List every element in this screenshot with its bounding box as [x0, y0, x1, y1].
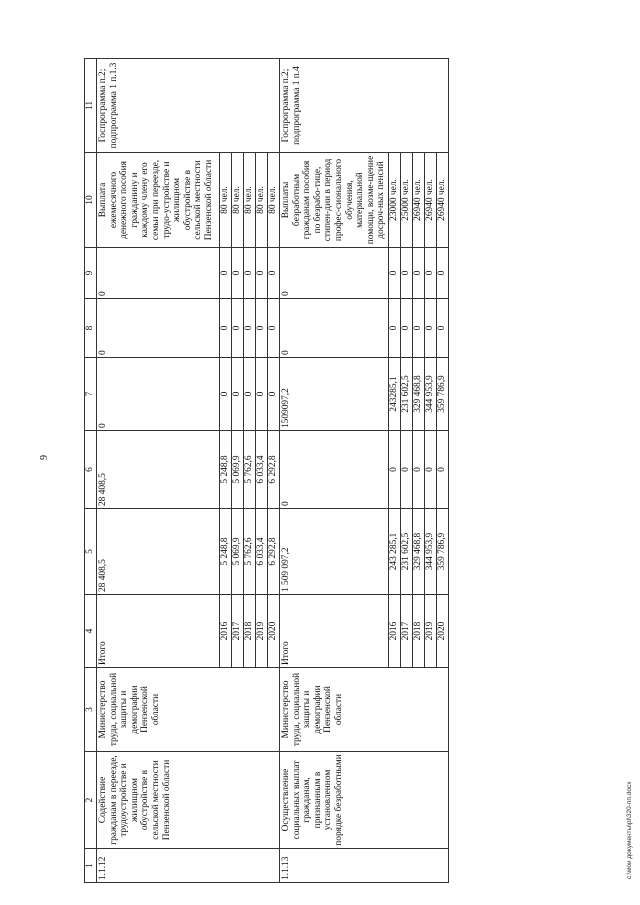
event-total-row — [97, 59, 220, 883]
year-col8: 0 — [244, 299, 256, 358]
year-col5: 5 248,8 — [220, 509, 232, 595]
event-number: 1.1.12 — [97, 849, 280, 883]
year-cell: 2019 — [424, 595, 436, 668]
year-col5: 344 953,9 — [424, 509, 436, 595]
total-col8: 0 — [280, 299, 389, 358]
year-col5: 6 033,4 — [256, 509, 268, 595]
year-cell: 2019 — [256, 595, 268, 668]
year-col9: 0 — [424, 248, 436, 299]
indicator-text: Выплата ежемесячного денежного пособия гражданину и каждому члену его семьи при переезде, трудо-устройстве и жилищном обустройстве в сельской местности Пензенской области — [97, 153, 220, 248]
total-col6: 28 408,5 — [97, 431, 220, 509]
header-cell-9: 9 — [85, 248, 97, 299]
year-col6: 0 — [424, 431, 436, 509]
header-cell-8: 8 — [85, 299, 97, 358]
year-col5: 359 786,9 — [436, 509, 448, 595]
year-col8: 0 — [232, 299, 244, 358]
year-col9: 0 — [220, 248, 232, 299]
total-label: Итого — [280, 595, 389, 668]
year-col7: 0 — [268, 358, 280, 431]
file-path-footer: c:\мои документы\pl\320-пп.docx — [626, 781, 633, 879]
total-col9: 0 — [280, 248, 389, 299]
year-col5: 329 468,8 — [412, 509, 424, 595]
total-col5: 1 509 097,2 — [280, 509, 389, 595]
header-cell-5: 5 — [85, 509, 97, 595]
year-cell: 2018 — [412, 595, 424, 668]
year-col10: 80 чел. — [232, 153, 244, 248]
total-label: Итого — [97, 595, 220, 668]
year-cell: 2017 — [232, 595, 244, 668]
event-description: Содействие гражданам в переезде, трудоустройстве и жилищном обустройстве в сельской местности Пензенской области — [97, 752, 280, 849]
year-col6: 5 248,8 — [220, 431, 232, 509]
year-col5: 5 762,6 — [244, 509, 256, 595]
year-col9: 0 — [244, 248, 256, 299]
event-executor: Министерство труда, социальной защиты и демографии Пензенской области — [97, 668, 280, 752]
year-col10: 26940 чел. — [412, 153, 424, 248]
year-cell: 2017 — [400, 595, 412, 668]
event-total-row — [280, 59, 389, 883]
year-col9: 0 — [436, 248, 448, 299]
year-col6: 5 762,6 — [244, 431, 256, 509]
header-row — [85, 59, 97, 883]
year-col10: 80 чел. — [268, 153, 280, 248]
year-col7: 0 — [232, 358, 244, 431]
year-col10: 26940 чел. — [436, 153, 448, 248]
year-col5: 5 069,9 — [232, 509, 244, 595]
year-col7: 0 — [244, 358, 256, 431]
year-cell: 2016 — [388, 595, 400, 668]
year-col6: 0 — [400, 431, 412, 509]
year-col5: 231 602,5 — [400, 509, 412, 595]
year-col10: 23000 чел. — [388, 153, 400, 248]
year-col8: 0 — [256, 299, 268, 358]
header-cell-2: 2 — [85, 752, 97, 849]
header-cell-10: 10 — [85, 153, 97, 248]
header-cell-1: 1 — [85, 849, 97, 883]
year-col9: 0 — [256, 248, 268, 299]
year-col10: 80 чел. — [220, 153, 232, 248]
header-cell-7: 7 — [85, 358, 97, 431]
year-col7: 0 — [256, 358, 268, 431]
total-col8: 0 — [97, 299, 220, 358]
header-cell-11: 11 — [85, 59, 97, 153]
year-col8: 0 — [388, 299, 400, 358]
year-col8: 0 — [436, 299, 448, 358]
rotated-sheet — [84, 31, 640, 883]
year-col8: 0 — [220, 299, 232, 358]
event-executor: Министерство труда, социальной защиты и демографии Пензенской области — [280, 668, 449, 752]
year-col6: 5 069,9 — [232, 431, 244, 509]
year-col10: 26940 чел. — [424, 153, 436, 248]
year-col5: 243 285,1 — [388, 509, 400, 595]
year-col5: 6 292,8 — [268, 509, 280, 595]
year-col10: 80 чел. — [256, 153, 268, 248]
year-col9: 0 — [388, 248, 400, 299]
total-col7: 1509097,2 — [280, 358, 389, 431]
year-col7: 359 786,9 — [436, 358, 448, 431]
indicator-text: Выплаты безработным гражданам пособия по безрабо-тице, стипен-дии в период профес-сионального обучения, материальной помощи, возме-щение досроч-ных пенсий — [280, 153, 389, 248]
header-cell-4: 4 — [85, 595, 97, 668]
table-page — [84, 31, 640, 883]
year-col7: 243285,1 — [388, 358, 400, 431]
year-col7: 0 — [220, 358, 232, 431]
program-reference: Госпрограмма п.2; подпрограмма 1 п.4 — [280, 59, 449, 153]
header-cell-6: 6 — [85, 431, 97, 509]
year-col7: 329 468,8 — [412, 358, 424, 431]
year-col7: 231 602,5 — [400, 358, 412, 431]
total-col6: 0 — [280, 431, 389, 509]
year-cell: 2018 — [244, 595, 256, 668]
event-number: 1.1.13 — [280, 849, 449, 883]
year-col10: 25000 чел. — [400, 153, 412, 248]
year-col6: 6 292,8 — [268, 431, 280, 509]
year-col6: 6 033,4 — [256, 431, 268, 509]
year-col8: 0 — [400, 299, 412, 358]
program-reference: Госпрограмма п.2; подпрограмма 1 п.1.3 — [97, 59, 280, 153]
year-col10: 80 чел. — [244, 153, 256, 248]
year-col9: 0 — [412, 248, 424, 299]
year-col9: 0 — [232, 248, 244, 299]
year-cell: 2020 — [268, 595, 280, 668]
year-col6: 0 — [436, 431, 448, 509]
event-description: Осуществление социальных выплат гражданам, признанным в установленном порядке безработными — [280, 752, 449, 849]
year-col6: 0 — [412, 431, 424, 509]
year-col8: 0 — [424, 299, 436, 358]
total-col7: 0 — [97, 358, 220, 431]
header-cell-3: 3 — [85, 668, 97, 752]
total-col9: 0 — [97, 248, 220, 299]
year-col9: 0 — [400, 248, 412, 299]
year-col7: 344 953,9 — [424, 358, 436, 431]
year-col6: 0 — [388, 431, 400, 509]
year-col8: 0 — [412, 299, 424, 358]
page-number: 9 — [39, 455, 50, 460]
total-col5: 28 408,5 — [97, 509, 220, 595]
program-events-table — [84, 58, 449, 883]
year-col8: 0 — [268, 299, 280, 358]
year-col9: 0 — [268, 248, 280, 299]
year-cell: 2020 — [436, 595, 448, 668]
year-cell: 2016 — [220, 595, 232, 668]
